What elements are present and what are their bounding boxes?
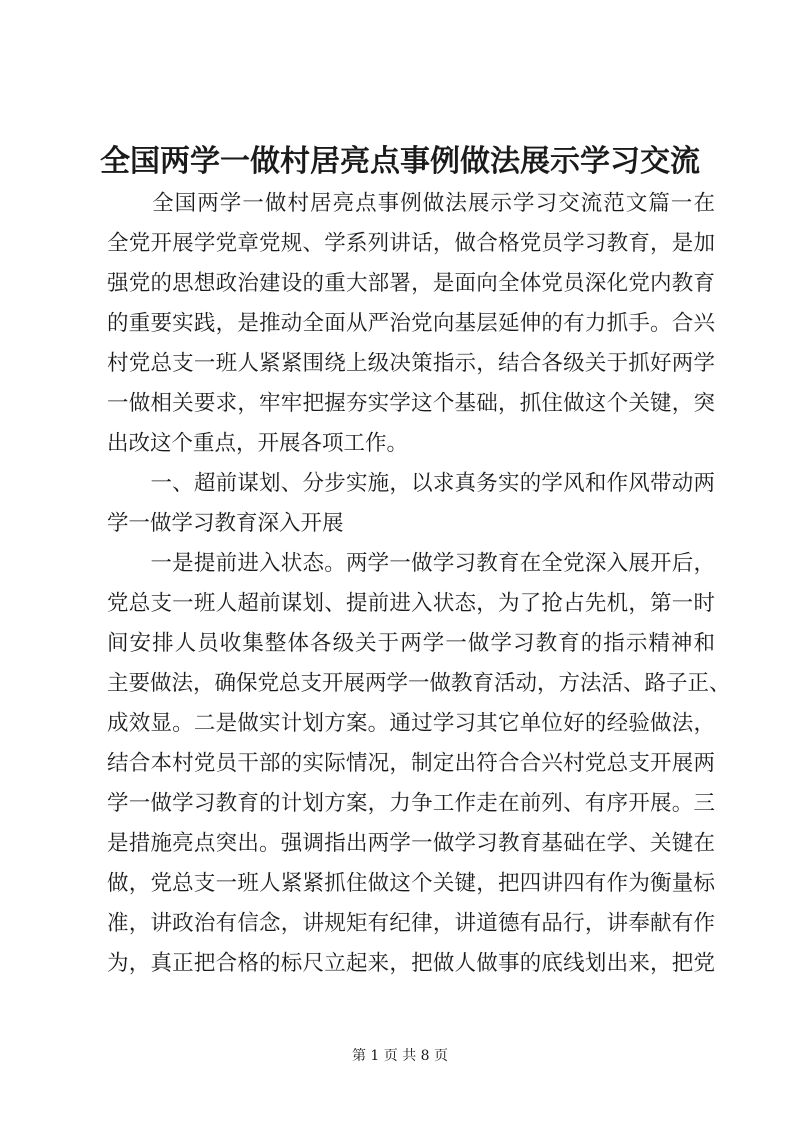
body-line: 党总支一班人超前谋划、提前进入状态，为了抢占先机，第一时 [107,591,715,616]
body-line: 学一做学习教育的计划方案，力争工作走在前列、有序开展。三 [107,791,715,816]
body-line: 为，真正把合格的标尺立起来，把做人做事的底线划出来，把党 [107,951,715,976]
body-line: 间安排人员收集整体各级关于两学一做学习教育的指示精神和 [107,631,715,656]
body-line: 全国两学一做村居亮点事例做法展示学习交流范文篇一在 [107,191,715,216]
body-line: 成效显。二是做实计划方案。通过学习其它单位好的经验做法， [107,711,715,736]
page-number-footer: 第 1 页 共 8 页 [351,1048,449,1064]
body-line: 主要做法，确保党总支开展两学一做教育活动，方法活、路子正、 [107,671,731,696]
body-line: 结合本村党员干部的实际情况，制定出符合合兴村党总支开展两 [107,751,715,776]
body-line: 全党开展学党章党规、学系列讲话，做合格党员学习教育，是加 [107,231,715,256]
body-line: 强党的思想政治建设的重大部署，是面向全体党员深化党内教育 [107,271,715,296]
document-title: 全国两学一做村居亮点事例做法展示学习交流 [100,144,700,179]
body-line: 一是提前进入状态。两学一做学习教育在全党深入展开后， [107,551,715,576]
body-line: 村党总支一班人紧紧围绕上级决策指示，结合各级关于抓好两学 [107,351,715,376]
body-line: 学一做学习教育深入开展 [107,511,344,536]
body-line: 准，讲政治有信念，讲规矩有纪律，讲道德有品行，讲奉献有作 [107,911,715,936]
document-body [107,184,731,984]
body-line: 是措施亮点突出。强调指出两学一做学习教育基础在学、关键在 [107,831,715,856]
body-line: 做，党总支一班人紧紧抓住做这个关键，把四讲四有作为衡量标 [107,871,715,896]
body-line: 出改这个重点，开展各项工作。 [107,431,409,456]
body-line: 一做相关要求，牢牢把握夯实学这个基础，抓住做这个关键，突 [107,391,715,416]
body-line: 的重要实践，是推动全面从严治党向基层延伸的有力抓手。合兴 [107,311,715,336]
body-line: 一、超前谋划、分步实施，以求真务实的学风和作风带动两 [107,471,715,496]
